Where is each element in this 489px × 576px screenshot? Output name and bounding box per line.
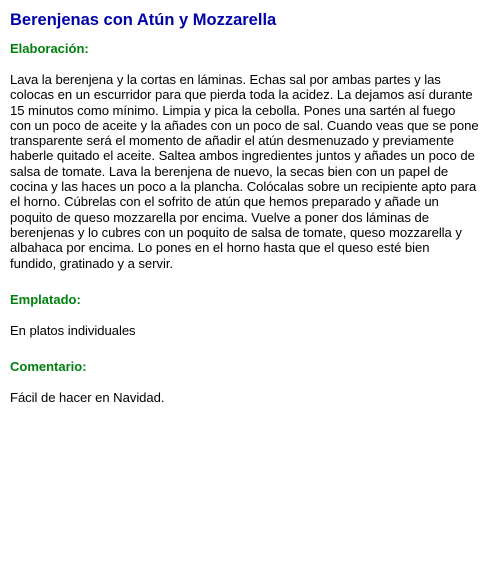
section-heading-elaboracion: Elaboración:: [10, 41, 89, 56]
section-text-comentario: Fácil de hacer en Navidad.: [10, 390, 165, 406]
section-heading-comentario: Comentario:: [10, 359, 87, 375]
recipe-title: Berenjenas con Atún y Mozzarella: [10, 11, 277, 29]
section-text-emplatado: En platos individuales: [10, 322, 136, 338]
section-text-elaboracion: Lava la berenjena y la cortas en láminas. Echas sal por ambas partes y las colocas en un escurridor para que pierda toda la acidez. La dejamos así durante 15 minutos como mínimo. Limpia y pica la cebolla. Pones una sartén al fuego con un poco de aceite y la añades con un poco de sal. Cuando veas que se pone transparente será el momento de añadir el atún desmenuzado y previamente haberle quitado el aceite. Saltea ambos ingredientes juntos y añades un poco de salsa de tomate. Lava la berenjena de nuevo, la secas bien con un papel de cocina y las haces un poco a la plancha. Colócalas sobre un recipiente apto para el horno. Cúbrelas con el sofrito de atún que hemos preparado y añade un poquito de queso mozzarella por encima. Vuelve a poner dos láminas de berenjenas y lo cubres con un poquito de salsa de tomate, queso mozzarella y albahaca por encima. Lo pones en el horno hasta que el queso esté bien fundido, gratinado y a servir.: [10, 72, 479, 271]
section-heading-emplatado: Emplatado:: [10, 291, 81, 307]
